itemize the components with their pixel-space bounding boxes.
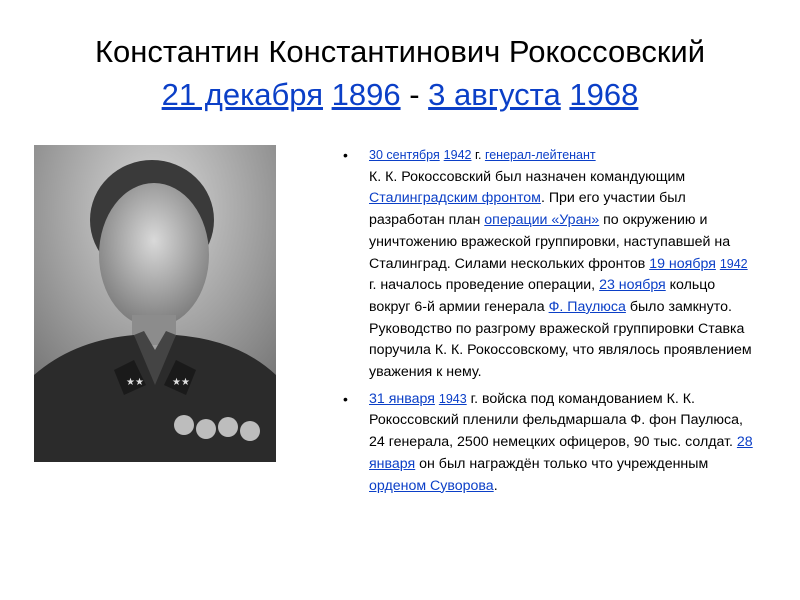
- title-name: Константин Константинович Рокоссовский: [94, 34, 706, 69]
- date-link[interactable]: 28 января: [369, 434, 753, 472]
- date-link[interactable]: 19 ноября: [649, 255, 716, 272]
- operation-link[interactable]: операции «Уран»: [484, 212, 600, 229]
- year-link[interactable]: 1942: [443, 148, 472, 162]
- bullet-list: [343, 145, 755, 497]
- portrait-icon: [34, 145, 276, 462]
- svg-text:★★: ★★: [126, 377, 144, 388]
- date-link[interactable]: 23 ноября: [599, 277, 666, 294]
- bullet-icon: •: [343, 390, 348, 407]
- death-year-link[interactable]: 1968: [569, 77, 639, 112]
- rank-link[interactable]: генерал-лейтенант: [484, 148, 596, 162]
- portrait-photo: [34, 145, 276, 462]
- date-separator: -: [400, 77, 429, 112]
- list-item: • 30 сентября 1942 г. генерал-лейтенант К. К. Рокоссовский был назначен командующим Сталинградским фронтом. При его участии был разработан план операции «Уран» по окружению и уничтожению вражеской группировки, наступавшей на Сталинград. Силами нескольких фронтов 19 ноября 1942 г. началось проведение операции, 23 ноября кольцо вокруг 6-й армии генерала Ф. Паулюса было замкнуто. Руководство по разгрому вражеской группировки Ставка поручила К. К. Рокоссовскому, что являлось проявлением уважения к нему.: [343, 147, 752, 381]
- slide-title: [20, 30, 780, 116]
- paulus-link[interactable]: Ф. Паулюса: [548, 298, 626, 315]
- date-link[interactable]: 31 января: [369, 390, 435, 407]
- year-link[interactable]: 1943: [438, 391, 467, 406]
- birth-year-link[interactable]: 1896: [331, 77, 401, 112]
- death-day-link[interactable]: 3 августа: [428, 77, 561, 112]
- front-link[interactable]: Сталинградским фронтом: [369, 190, 541, 207]
- svg-text:★★: ★★: [172, 377, 190, 388]
- birth-day-link[interactable]: 21 декабря: [161, 77, 323, 112]
- title-dates: [20, 73, 780, 116]
- bullet-icon: •: [343, 147, 348, 163]
- list-item: • 31 января 1943 г. войска под командованием К. К. Рокоссовский пленили фельдмаршала Ф. фон Паулюса, 24 генерала, 2500 немецких офицеров, 90 тыс. солдат. 28 января он был награждён только что учрежденным орденом Суворова.: [343, 390, 753, 494]
- date-link[interactable]: 30 сентября: [369, 148, 440, 162]
- year-link[interactable]: 1942: [719, 256, 748, 271]
- order-link[interactable]: орденом Суворова: [369, 477, 494, 494]
